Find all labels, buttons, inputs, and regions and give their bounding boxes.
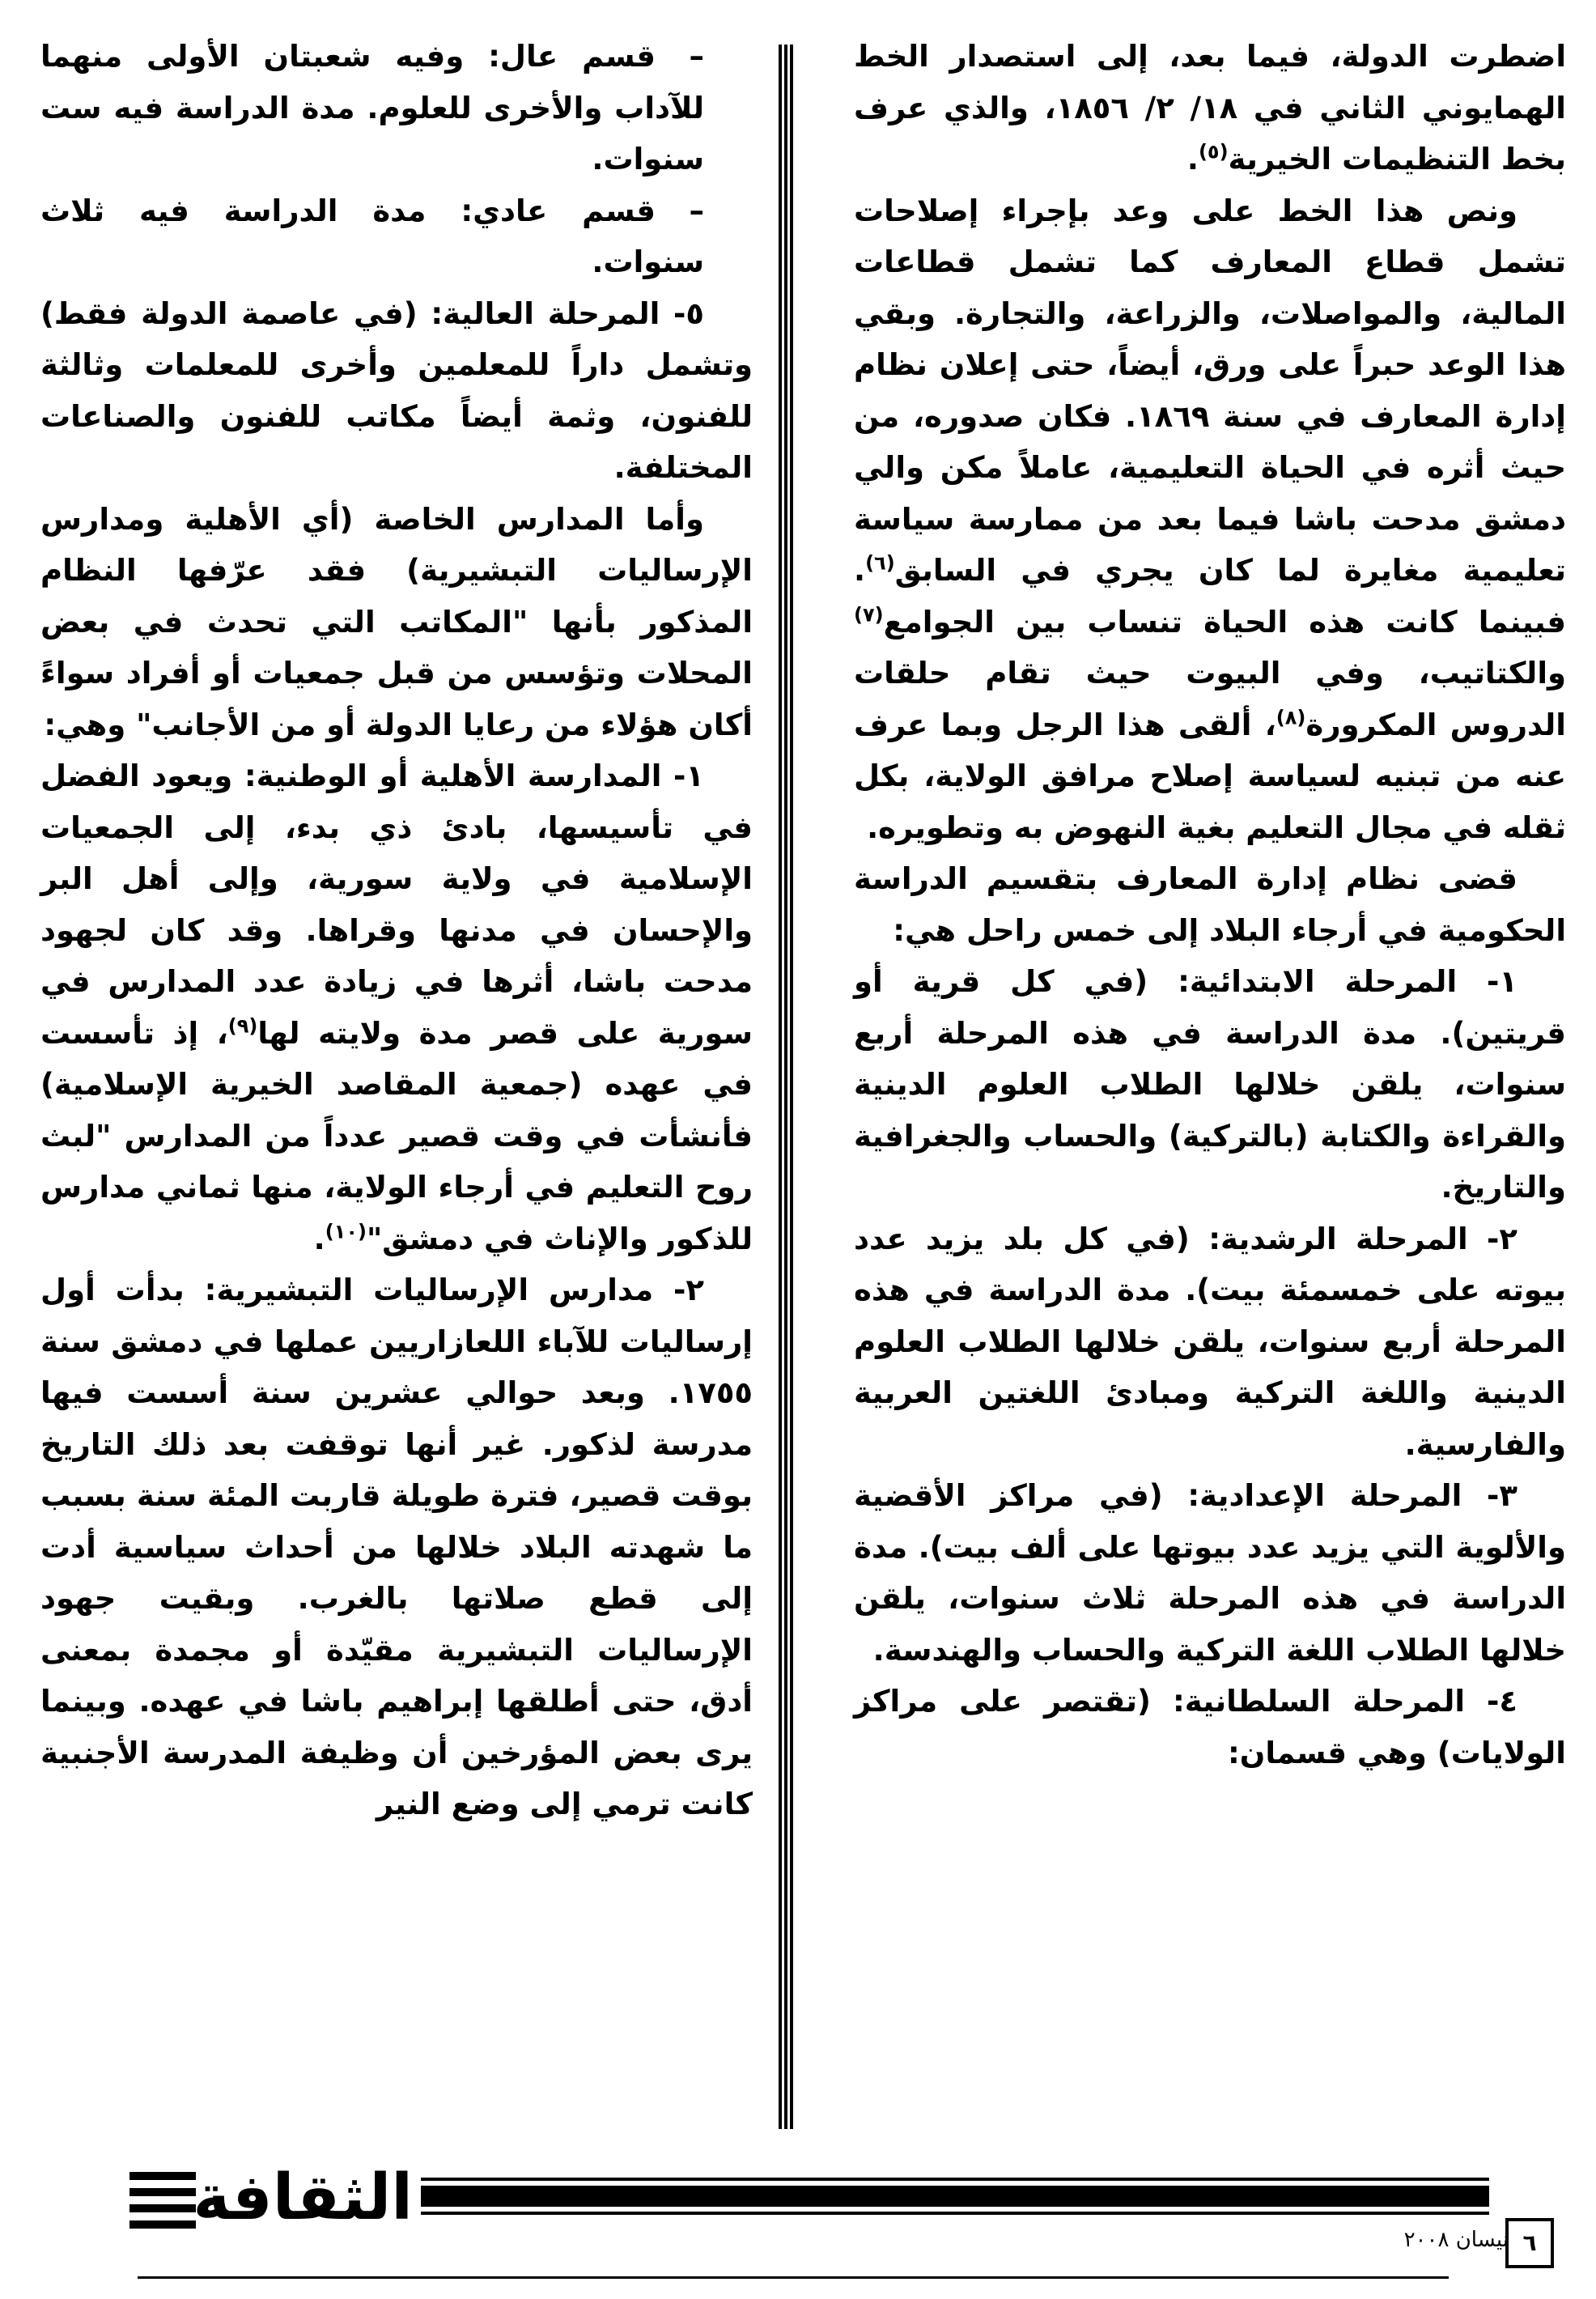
- footer-rule: [421, 2178, 1489, 2181]
- magazine-logo: الثقافة: [193, 2161, 413, 2234]
- paragraph: قضى نظام إدارة المعارف بتقسيم الدراسة الحكومية في أرجاء البلاد إلى خمس راحل هي:: [854, 861, 1566, 948]
- paragraph: [854, 185, 1566, 854]
- paragraph-text: ونص هذا الخط على وعد بإجراء إصلاحات تشمل قطاع المعارف كما تشمل قطاعات المالية، والمواصلات، والزراعة، والتجارة. وبقي هذا الوعد حبراً على ورق، أيضاً، حتى إعلان نظام إدارة المعارف في سنة ١٨٦٩. فكان صدوره، من حيث أثره في الحياة التعليمية، عاملاً مكن والي دمشق مدحت باشا فيما بعد من ممارسة سياسة تعليمية مغايرة لما كان يجري في السابق: [854, 193, 1566, 588]
- footnote-ref: (٩): [227, 1014, 258, 1038]
- issue-date: نيسان ٢٠٠٨: [1403, 2228, 1509, 2252]
- footer-rule: [421, 2212, 1489, 2215]
- paragraph: [854, 31, 1566, 185]
- dash-marker: –: [689, 193, 704, 228]
- footnote-ref: (٦): [865, 551, 895, 575]
- paragraph-text: . فبينما كانت هذه الحياة تنساب بين الجوامع: [854, 553, 1566, 640]
- list-item: [40, 185, 753, 288]
- list-item-text: قسم عادي: مدة الدراسة فيه ثلاث سنوات.: [40, 193, 704, 279]
- footnote-ref: (٨): [1276, 706, 1306, 729]
- footer-rule: [421, 2186, 1489, 2207]
- column-divider: [779, 45, 793, 2129]
- paragraph-text: ، ألقى هذا الرجل وبما عرف عنه من تبنيه لسياسة إصلاح مرافق الولاية، بكل ثقله في مجال التعليم بغية النهوض به وتطويره.: [854, 707, 1566, 845]
- page-footer: [113, 2149, 1537, 2263]
- list-item: [40, 750, 753, 1264]
- paragraph-text: ، إذ تأسست في عهده (جمعية المقاصد الخيرية الإسلامية) فأنشأت في وقت قصير عدداً من المدارس "لبث روح التعليم في أرجاء الولاية، منها ثماني مدارس للذكور والإناث في دمشق": [40, 1015, 753, 1256]
- dash-marker: –: [689, 39, 704, 74]
- paragraph-text: والكتاتيب، وفي البيوت حيث تقام حلقات الدروس المكرورة: [854, 656, 1566, 742]
- text-column-left: [40, 31, 753, 1830]
- text-column-right: [854, 31, 1566, 1778]
- list-item: ٣- المرحلة الإعدادية: (في مراكز الأقضية والألوية التي يزيد عدد بيوتها على ألف بيت). مدة الدراسة في هذه المرحلة ثلاث سنوات، يلقن خلالها الطلاب اللغة التركية والحساب والهندسة.: [854, 1478, 1566, 1668]
- logo-bars-icon: [129, 2172, 196, 2229]
- list-item: [40, 31, 753, 185]
- page-number: ٦: [1505, 2218, 1554, 2268]
- footnote-ref: (٥): [1198, 140, 1229, 164]
- paragraph: وأما المدارس الخاصة (أي الأهلية ومدارس الإرساليات التبشيرية) فقد عرّفها النظام المذكور بأنها "المكاتب التي تحدث في بعض المحلات وتؤسس من قبل جمعيات أو أفراد سواءً أكان هؤلاء من رعايا الدولة أو من الأجانب" وهي:: [40, 501, 753, 742]
- footer-underline: [138, 2276, 1449, 2279]
- list-item: ١- المرحلة الابتدائية: (في كل قرية أو قريتين). مدة الدراسة في هذه المرحلة أربع سنوات، يلقن خلالها الطلاب العلوم الدينية والقراءة والكتابة (بالتركية) والحساب والجغرافية والتاريخ.: [854, 964, 1566, 1205]
- list-item: ٤- المرحلة السلطانية: (تقتصر على مراكز الولايات) وهي قسمان:: [854, 1684, 1566, 1770]
- list-item: ٢- مدارس الإرساليات التبشيرية: بدأت أول إرساليات للآباء اللعازاريين عملها في دمشق سنة ١٧٥٥. وبعد حوالي عشرين سنة أسست فيها مدرسة لذكور. غير أنها توقفت بعد ذلك التاريخ بوقت قصير، فترة طويلة قاربت المئة سنة بسبب ما شهدته البلاد خلالها من أحداث سياسية أدت إلى قطع صلاتها بالغرب. وبقيت جهود الإرساليات التبشيرية مقيّدة أو مجمدة بمعنى أدق، حتى أطلقها إبراهيم باشا في عهده. وبينما يرى بعض المؤرخين أن وظيفة المدرسة الأجنبية كانت ترمي إلى وضع النير: [40, 1273, 753, 1821]
- footnote-ref: (١٠): [325, 1220, 367, 1243]
- list-item: ٥- المرحلة العالية: (في عاصمة الدولة فقط) وتشمل داراً للمعلمين وأخرى للمعلمات وثالثة للفنون، وثمة أيضاً مكاتب للفنون والصناعات المختلفة.: [40, 295, 753, 485]
- paragraph-text: ١- المدارسة الأهلية أو الوطنية: ويعود الفضل في تأسيسها، بادئ ذي بدء، إلى الجمعيات الإسلامية في ولاية سورية، وإلى أهل البر والإحسان في مدنها وقراها. وقد كان لجهود مدحت باشا، أثرها في زيادة عدد المدارس في سورية على قصر مدة ولايته لها: [40, 759, 753, 1051]
- paragraph-text: .: [313, 1221, 325, 1256]
- footnote-ref: (٧): [854, 603, 884, 627]
- list-item: ٢- المرحلة الرشدية: (في كل بلد يزيد عدد بيوته على خمسمئة بيت). مدة الدراسة في هذه المرحلة أربع سنوات، يلقن خلالها الطلاب العلوم الدينية واللغة التركية ومبادئ اللغتين العربية والفارسية.: [854, 1221, 1566, 1462]
- paragraph-text: .: [1186, 142, 1199, 176]
- list-item-text: قسم عال: وفيه شعبتان الأولى منهما للآداب والأخرى للعلوم. مدة الدراسة فيه ست سنوات.: [40, 39, 704, 176]
- paragraph-text: اضطرت الدولة، فيما بعد، إلى استصدار الخط الهمايوني الثاني في ١٨/ ٢/ ١٨٥٦، والذي عرف بخط التنظيمات الخيرية: [854, 39, 1566, 176]
